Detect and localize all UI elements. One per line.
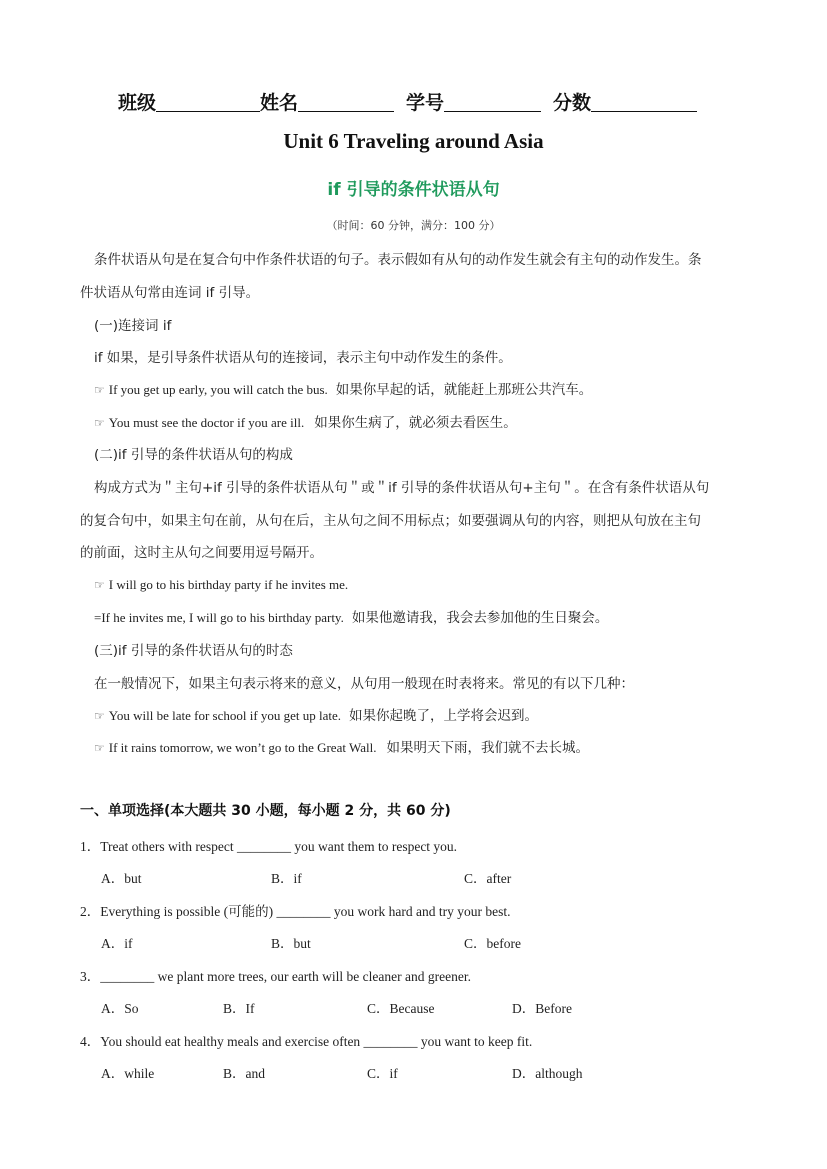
part2-heading: (二)if 引导的条件状语从句的构成 [94,447,293,463]
part3-example-2 [94,736,589,756]
example-cn: 如果你生病了，就必须去看医生。 [314,415,517,431]
question-3-option-c[interactable]: C．Because [367,1001,435,1016]
pointing-hand-icon: ☞ [94,578,105,592]
id-label: 学号 [406,92,445,114]
question-text: You should eat healthy meals and exercise often ________ you want to keep fit. [100,1034,533,1049]
part2-line-3: 的前面，这时主从句之间要用逗号隔开。 [80,545,323,561]
pointing-hand-icon: ☞ [94,416,105,430]
example-en: =If he invites me, I will go to his birthday party. [94,610,344,625]
question-2-option-c[interactable]: C．before [464,936,521,951]
question-3-option-b[interactable]: B．If [223,1001,255,1016]
name-blank [298,91,394,112]
part3-example-1 [94,704,538,724]
question-text: Treat others with respect ________ you want them to respect you. [100,839,458,854]
question-3 [80,965,471,985]
example-cn: 如果你起晚了，上学将会迟到。 [349,708,539,724]
example-cn: 如果明天下雨，我们就不去长城。 [386,740,589,756]
page-title: Unit 6 Traveling around Asia [283,129,544,153]
question-1-option-b[interactable]: B．if [271,871,302,886]
intro-line-2: 件状语从句常由连词 if 引导。 [80,285,260,301]
name-label: 姓名 [260,92,299,114]
question-1-option-c[interactable]: C．after [464,871,512,886]
pointing-hand-icon: ☞ [94,741,105,755]
part2-example-2 [94,606,608,626]
id-blank [444,91,541,112]
question-3-option-a[interactable]: A．So [101,1001,139,1016]
example-en: I will go to his birthday party if he invites me. [108,577,349,592]
example-cn: 如果他邀请我，我会去参加他的生日聚会。 [351,610,609,626]
student-info-header [118,88,697,115]
question-1-option-a[interactable]: A．but [101,871,142,886]
part1-example-2 [94,411,517,431]
example-en: If you get up early, you will catch the bus. [108,382,328,397]
score-label: 分数 [553,92,592,114]
pointing-hand-icon: ☞ [94,383,105,397]
class-label: 班级 [118,92,157,114]
intro-line-1: 条件状语从句是在复合句中作条件状语的句子。表示假如有从句的动作发生就会有主句的动作发生。条 [94,252,702,268]
part1-example-1 [94,378,592,398]
question-2-option-a[interactable]: A．if [101,936,133,951]
question-4-option-b[interactable]: B．and [223,1066,265,1081]
pointing-hand-icon: ☞ [94,709,105,723]
score-blank [591,91,697,112]
example-en: If it rains tomorrow, we won’t go to the Great Wall. [108,740,377,755]
question-4-option-c[interactable]: C．if [367,1066,398,1081]
part1-description: if 如果，是引导条件状语从句的连接词，表示主句中动作发生的条件。 [94,350,512,366]
page-subtitle: if 引导的条件状语从句 [327,180,500,200]
section-title: 一、单项选择(本大题共 30 小题，每小题 2 分，共 60 分) [80,803,451,819]
question-text: ________ we plant more trees, our earth will be cleaner and greener. [100,969,471,984]
part2-line-2: 的复合句中，如果主句在前，从句在后，主从句之间不用标点；如要强调从句的内容，则把从句放在主句 [80,513,701,529]
question-number: 3． [80,969,101,984]
part2-line-1: 构成方式为＂主句+if 引导的条件状语从句＂或＂if 引导的条件状语从句+主句＂。在含有条件状语从句 [94,480,710,496]
class-blank [156,91,260,112]
part2-example-1 [94,574,348,593]
question-number: 1． [80,839,101,854]
question-4-option-d[interactable]: D．although [512,1066,583,1081]
question-number: 4． [80,1034,101,1049]
question-text: Everything is possible (可能的) ________ you work hard and try your best. [100,904,511,919]
part3-description: 在一般情况下，如果主句表示将来的意义，从句用一般现在时表将来。常见的有以下几种： [94,676,634,692]
question-4-option-a[interactable]: A．while [101,1066,155,1081]
example-cn: 如果你早起的话，就能赶上那班公共汽车。 [335,382,593,398]
part1-heading: (一)连接词 if [94,318,172,334]
question-2-option-b[interactable]: B．but [271,936,311,951]
example-en: You will be late for school if you get up late. [108,708,342,723]
time-note: （时间：60 分钟，满分：100 分） [326,219,501,232]
part3-heading: (三)if 引导的条件状语从句的时态 [94,643,293,659]
question-2 [80,900,510,920]
question-1 [80,835,457,855]
question-4 [80,1030,532,1050]
question-3-option-d[interactable]: D．Before [512,1001,572,1016]
example-en: You must see the doctor if you are ill. [108,415,305,430]
question-number: 2． [80,904,101,919]
